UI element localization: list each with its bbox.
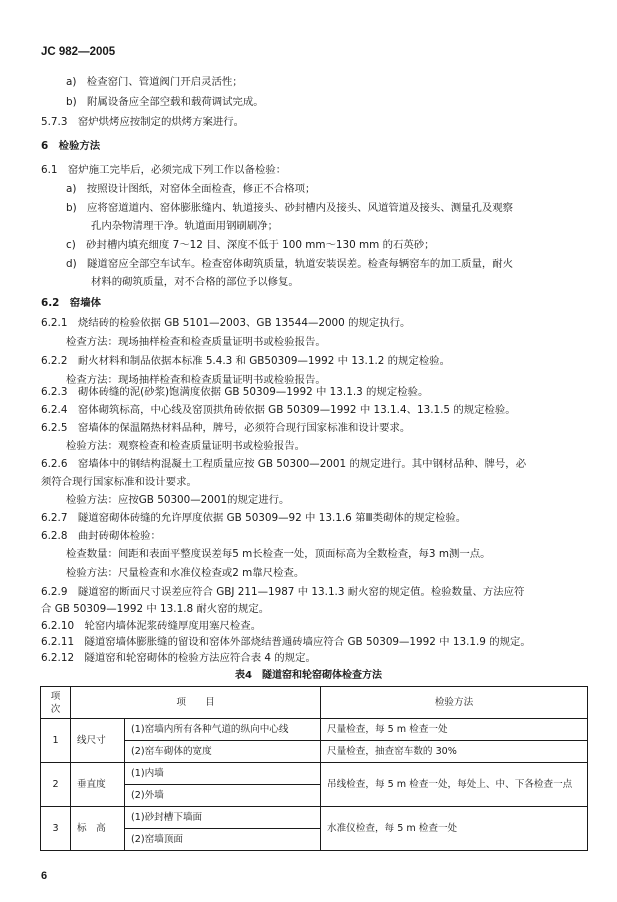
page-number: 6 (41, 870, 48, 882)
row-method: 吊线检查，每 5 m 检查一处，每处上、中、下各检查一点 (321, 763, 588, 807)
row-sub-item: (2)窑墙顶面 (125, 829, 321, 851)
row-method: 尺量检查，抽查窑车数的 30% (321, 741, 588, 763)
clause-6-2-9: 6.2.9 隧道窑的断面尺寸误差应符合 GBJ 211—1987 中 13.1.3 耐火窑的规定值。检验数量、方法应符 (41, 586, 525, 598)
clause-6-1-b-cont: 孔内杂物清理干净。轨道面用钢刷刷净； (91, 220, 279, 232)
row-method: 水准仪检查，每 5 m 检查一处 (321, 807, 588, 851)
row-no: 1 (41, 719, 71, 763)
table-caption: 表4 隧道窑和轮窑砌体检查方法 (235, 670, 382, 681)
clause-6-1-b: b) 应将窑道道内、窑体膨胀缝内、轨道接头、砂封槽内及接头、风道管道及接头、测量孔及观察 (66, 202, 514, 214)
clause-6-1: 6.1 窑炉施工完毕后，必须完成下列工作以备检验： (41, 164, 287, 176)
clause-6-1-c: c) 砂封槽内填充细度 7～12 目、深度不低于 100 mm～130 mm 的石英砂； (66, 239, 435, 251)
clause-6-1-d-cont: 材料的砌筑质量，对不合格的部位予以修复。 (91, 276, 299, 288)
inspection-table (40, 686, 588, 851)
row-no: 2 (41, 763, 71, 807)
clause-6-2-8-method: 检验方法：尺量检查和水准仪检查或2 m靠尺检查。 (66, 567, 305, 579)
table-row (41, 719, 588, 741)
clause-6-1-d: d) 隧道窑应全部空车试车。检查窑体砌筑质量，轨道安装误差。检查每辆窑车的加工质量，耐火 (66, 258, 514, 270)
section-6-heading: 6 检验方法 (41, 140, 101, 152)
clause-6-2-6-method: 检验方法：应按GB 50300—2001的规定进行。 (66, 494, 290, 506)
row-sub-item: (2)外墙 (125, 785, 321, 807)
header-col-method: 检验方法 (321, 687, 588, 719)
row-no: 3 (41, 807, 71, 851)
row-sub-item: (1)窑墙内所有各种气道的纵向中心线 (125, 719, 321, 741)
clause-6-2-5-method: 检验方法：观察检查和检查质量证明书或检验报告。 (66, 440, 305, 452)
row-method: 尺量检查，每 5 m 检查一处 (321, 719, 588, 741)
clause-6-2-6-cont: 须符合现行国家标准和设计要求。 (41, 476, 197, 488)
row-sub-item: (1)内墙 (125, 763, 321, 785)
clause-6-2-10: 6.2.10 轮窑内墙体泥浆砖缝厚度用塞尺检查。 (41, 620, 262, 632)
clause-6-1-a: a) 按照设计图纸，对窑体全面检查，修正不合格项； (66, 183, 316, 195)
clause-6-2-12: 6.2.12 隧道窑和轮窑砌体的检验方法应符合表 4 的规定。 (41, 652, 316, 664)
table-row (41, 763, 588, 785)
header-col-item: 项 目 (71, 687, 321, 719)
clause-6-2-6: 6.2.6 窑墙体中的钢结构混凝土工程质量应按 GB 50300—2001 的规定进行。其中钢材品种、牌号，必 (41, 458, 527, 470)
clause-6-2-1: 6.2.1 烧结砖的检验依据 GB 5101—2003、GB 13544—2000 的规定执行。 (41, 317, 411, 329)
row-item: 垂直度 (71, 763, 125, 807)
clause-6-2-7: 6.2.7 隧道窑砌体砖缝的允许厚度依据 GB 50309—92 中 13.1.6 第Ⅲ类砌体的规定检验。 (41, 512, 467, 524)
table-row (41, 807, 588, 829)
line-5-7-2-b: b) 附属设备应全部空载和载荷调试完成。 (66, 96, 264, 108)
clause-6-2-9-cont: 合 GB 50309—1992 中 13.1.8 耐火窑的规定。 (41, 603, 270, 615)
document-header: JC 982—2005 (41, 46, 116, 58)
clause-6-2-1-method: 检查方法：现场抽样检查和检查质量证明书或检验报告。 (66, 336, 326, 348)
clause-6-2-8: 6.2.8 曲封砖砌体检验： (41, 530, 161, 542)
clause-6-2-3: 6.2.3 砌体砖缝的泥(砂浆)饱满度依据 GB 50309—1992 中 13.1.3 的规定检验。 (41, 386, 429, 398)
table-header-row (41, 687, 588, 719)
clause-6-2-2-method: 检查方法：现场抽样检查和检查质量证明书或检验报告。 (66, 374, 326, 386)
row-sub-item: (2)窑车砌体的宽度 (125, 741, 321, 763)
clause-6-2-11: 6.2.11 隧道窑墙体膨胀缝的留设和窑体外部烧结普通砖墙应符合 GB 50309—1992 中 13.1.9 的规定。 (41, 636, 531, 648)
line-5-7-2-a: a) 检查窑门、管道阀门开启灵活性； (66, 76, 243, 88)
row-item: 线尺寸 (71, 719, 125, 763)
row-item: 标 高 (71, 807, 125, 851)
clause-6-2-5: 6.2.5 窑墙体的保温隔热材料品种，牌号，必须符合现行国家标准和设计要求。 (41, 422, 411, 434)
clause-5-7-3: 5.7.3 窑炉烘烤应按制定的烘烤方案进行。 (41, 116, 245, 128)
row-sub-item: (1)砂封槽下墙面 (125, 807, 321, 829)
clause-6-2-2: 6.2.2 耐火材料和制品依据本标准 5.4.3 和 GB50309—1992 中 13.1.2 的规定检验。 (41, 355, 451, 367)
header-col-no: 项 次 (41, 687, 71, 719)
subsection-6-2-heading: 6.2 窑墙体 (41, 297, 101, 309)
clause-6-2-8-quantity: 检查数量：间距和表面平整度误差每5 m长检查一处，顶面标高为全数检查，每3 m测一点。 (66, 548, 491, 560)
clause-6-2-4: 6.2.4 窑体砌筑标高，中心线及窑顶拱角砖依据 GB 50309—1992 中 13.1.4、13.1.5 的规定检验。 (41, 404, 516, 416)
